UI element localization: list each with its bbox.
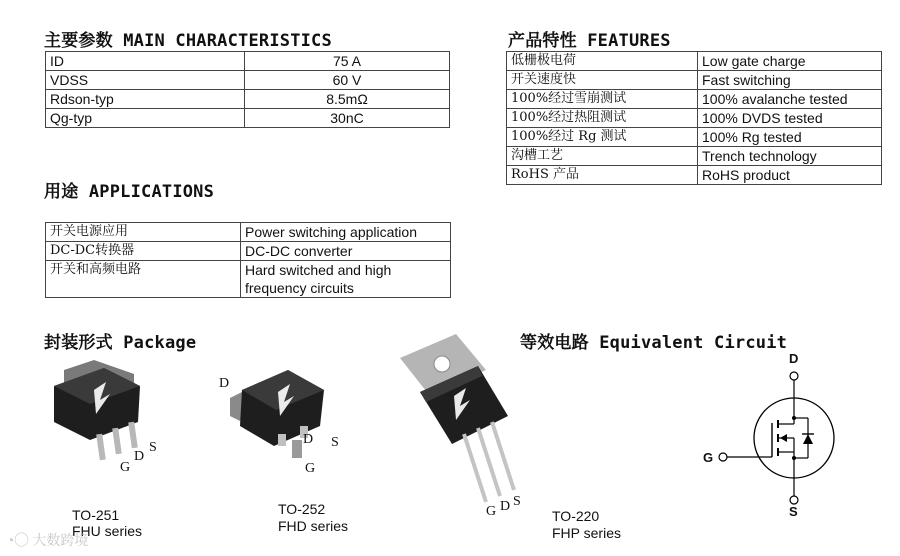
to252-series: FHD series: [278, 518, 349, 534]
application-cn-cell: DC-DC转换器: [46, 242, 241, 261]
application-cn-cell: 开关和高频电路: [46, 261, 241, 298]
applications-title: 用途 APPLICATIONS: [44, 182, 215, 202]
feature-en-cell: 100% avalanche tested: [698, 90, 882, 109]
to252-name: TO-252: [278, 501, 326, 517]
feature-cn-cell: 100%经过 Rg 测试: [507, 128, 698, 147]
feature-en-cell: RoHS product: [698, 166, 882, 185]
application-en-cell: Hard switched and high frequency circuits: [241, 261, 451, 298]
to252-pin-d: D: [303, 432, 314, 447]
gate-label: G: [703, 450, 714, 465]
to252-pin-tab-d: D: [219, 376, 230, 391]
equivalent-circuit-title: 等效电路 Equivalent Circuit: [520, 333, 788, 353]
value-cell: 8.5mΩ: [245, 90, 450, 109]
features-title: 产品特性 FEATURES: [508, 31, 671, 51]
param-cell: ID: [46, 52, 245, 71]
feature-en-cell: 100% DVDS tested: [698, 109, 882, 128]
to251-pin-s: S: [149, 440, 157, 455]
feature-en-cell: 100% Rg tested: [698, 128, 882, 147]
to251-pin-g: G: [120, 460, 131, 475]
to251-pin-d: D: [134, 449, 145, 464]
to251-series: FHU series: [72, 523, 143, 539]
to220-name: TO-220: [552, 508, 600, 524]
to220-package-image: [396, 330, 536, 520]
feature-cn-cell: 100%经过热阻测试: [507, 109, 698, 128]
table-row: [507, 90, 882, 109]
table-row: [507, 52, 882, 71]
to251-name: TO-251: [72, 507, 120, 523]
application-cn-cell: 开关电源应用: [46, 223, 241, 242]
drain-label: D: [789, 351, 799, 366]
value-cell: 75 A: [245, 52, 450, 71]
to220-pin-g: G: [486, 504, 497, 519]
feature-cn-cell: 低栅极电荷: [507, 52, 698, 71]
table-row: [46, 261, 451, 298]
application-en-cell: Power switching application: [241, 223, 451, 242]
param-cell: Rdson-typ: [46, 90, 245, 109]
package-title: 封装形式 Package: [44, 333, 197, 353]
value-cell: 60 V: [245, 71, 450, 90]
watermark-text: 大数跨境: [32, 532, 89, 548]
source-label: S: [789, 504, 798, 519]
feature-cn-cell: 沟槽工艺: [507, 147, 698, 166]
to252-pin-s: S: [331, 435, 339, 450]
table-row: [507, 147, 882, 166]
feature-cn-cell: RoHS 产品: [507, 166, 698, 185]
table-row: [46, 223, 451, 242]
table-row: [507, 71, 882, 90]
table-row: [507, 109, 882, 128]
table-row: [46, 90, 450, 109]
param-cell: Qg-typ: [46, 109, 245, 128]
table-row: [46, 109, 450, 128]
features-table: [506, 51, 882, 185]
table-row: [507, 166, 882, 185]
feature-cn-cell: 开关速度快: [507, 71, 698, 90]
mosfet-symbol: [710, 368, 860, 508]
to252-pin-g: G: [305, 461, 316, 476]
value-cell: 30nC: [245, 109, 450, 128]
param-cell: VDSS: [46, 71, 245, 90]
to252-package-image: [228, 368, 338, 473]
table-row: [46, 71, 450, 90]
feature-en-cell: Low gate charge: [698, 52, 882, 71]
feature-en-cell: Trench technology: [698, 147, 882, 166]
application-en-cell: DC-DC converter: [241, 242, 451, 261]
table-row: [46, 242, 451, 261]
to220-series: FHP series: [552, 525, 621, 541]
watermark: [6, 530, 88, 550]
table-row: [46, 52, 450, 71]
main-characteristics-table: [45, 51, 450, 128]
table-row: [507, 128, 882, 147]
to220-pin-s: S: [513, 494, 521, 509]
to220-pin-d: D: [500, 499, 511, 514]
watermark-logo-icon: ◔◯: [6, 532, 29, 548]
main-characteristics-title: 主要参数 MAIN CHARACTERISTICS: [44, 31, 332, 51]
feature-en-cell: Fast switching: [698, 71, 882, 90]
applications-table: [45, 222, 451, 298]
feature-cn-cell: 100%经过雪崩测试: [507, 90, 698, 109]
